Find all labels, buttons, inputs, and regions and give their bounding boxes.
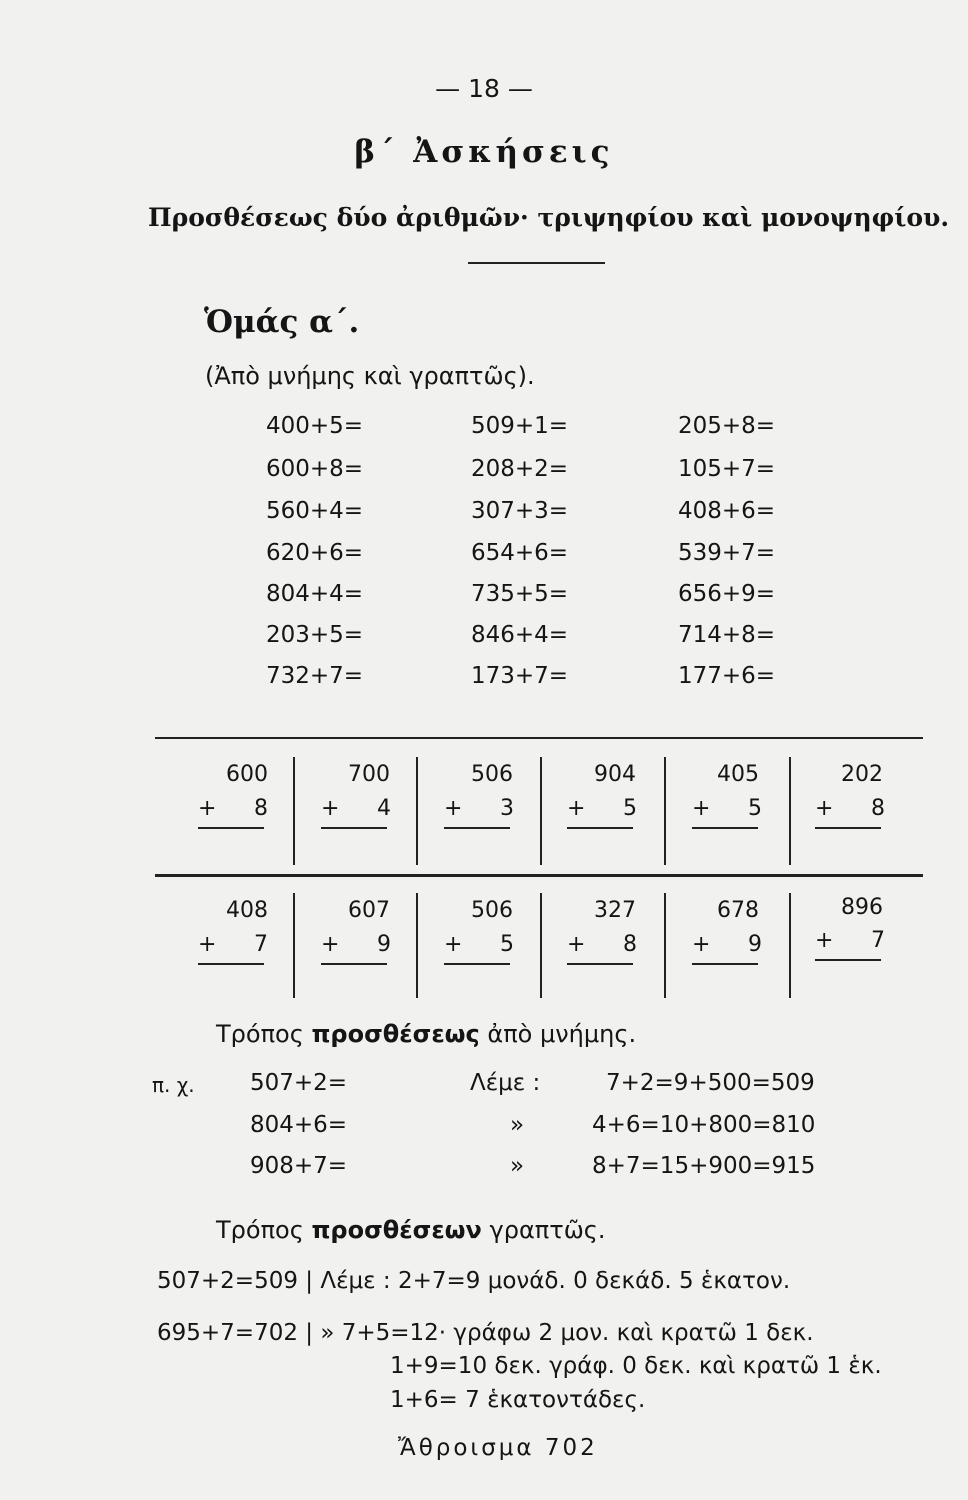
exercise-item: 173+7= (471, 663, 569, 689)
exercise-item: 539+7= (678, 540, 776, 566)
addend-bottom: 4 (377, 796, 391, 821)
addend-bottom-row (692, 796, 762, 821)
written-method-heading (216, 1216, 606, 1244)
addend-bottom: 8 (871, 796, 885, 821)
sum-line (567, 963, 633, 965)
table-rule-middle (155, 874, 923, 877)
addend-top: 405 (717, 762, 759, 787)
exercise-item: 408+6= (678, 498, 776, 524)
addend-top: 506 (471, 762, 513, 787)
addend-bottom-row (567, 796, 637, 821)
exercise-item: 177+6= (678, 663, 776, 689)
plus-sign: + (815, 928, 834, 953)
sum-line (198, 827, 264, 829)
page-number: — 18 — (435, 74, 533, 103)
plus-sign: + (321, 932, 340, 957)
addend-bottom: 8 (623, 932, 637, 957)
addend-bottom: 7 (254, 932, 268, 957)
exercise-item: 509+1= (471, 413, 569, 439)
sum-line (692, 963, 758, 965)
sum-line (198, 963, 264, 965)
plus-sign: + (198, 932, 217, 957)
addend-top: 678 (717, 898, 759, 923)
example-expression: 507+2= (250, 1070, 348, 1096)
memory-method-heading (216, 1020, 636, 1048)
addend-top: 896 (841, 895, 883, 920)
plus-sign: + (815, 796, 834, 821)
plus-sign: + (198, 796, 217, 821)
heading-keyword: προσθέσεως (311, 1020, 480, 1048)
exercise-item: 600+8= (266, 456, 364, 482)
addend-top: 600 (226, 762, 268, 787)
sum-line (321, 963, 387, 965)
sum-line (815, 959, 881, 961)
example-say: Λέμε : (470, 1070, 541, 1096)
addend-bottom-row (692, 932, 762, 957)
heading-keyword: προσθέσεων (311, 1216, 482, 1244)
example-calculation: 7+2=9+500=509 (606, 1070, 815, 1096)
addend-bottom: 9 (748, 932, 762, 957)
title-divider (468, 262, 605, 264)
example-say: » (510, 1112, 525, 1138)
addend-bottom-row (815, 928, 885, 953)
exercise-item: 307+3= (471, 498, 569, 524)
addend-bottom: 5 (623, 796, 637, 821)
exercise-item: 560+4= (266, 498, 364, 524)
table-rule-top (155, 737, 923, 739)
exercise-item: 400+5= (266, 413, 364, 439)
addend-bottom-row (567, 932, 637, 957)
addend-top: 327 (594, 898, 636, 923)
exercise-item: 203+5= (266, 622, 364, 648)
heading-word: γραπτῶς. (489, 1216, 606, 1244)
exercise-item: 105+7= (678, 456, 776, 482)
addend-bottom: 7 (871, 928, 885, 953)
exercise-item: 205+8= (678, 413, 776, 439)
exercise-item: 846+4= (471, 622, 569, 648)
plus-sign: + (692, 932, 711, 957)
subtitle: Προσθέσεως δύο ἀριθμῶν· τριψηφίου καὶ μονοψηφίου. (148, 203, 950, 232)
sum-line (692, 827, 758, 829)
addend-top: 904 (594, 762, 636, 787)
addend-bottom: 9 (377, 932, 391, 957)
exercise-item: 620+6= (266, 540, 364, 566)
addend-bottom-row (815, 796, 885, 821)
written-line: 695+7=702 | » 7+5=12· γράφω 2 μον. καὶ κρατῶ 1 δεκ. (157, 1320, 814, 1346)
heading-word: Τρόπος (216, 1216, 304, 1244)
sum-line (444, 827, 510, 829)
plus-sign: + (567, 796, 586, 821)
example-calculation: 8+7=15+900=915 (592, 1153, 816, 1179)
addend-bottom-row (198, 932, 268, 957)
section-title: β΄ Ἀσκήσεις (354, 134, 614, 170)
sum-line (444, 963, 510, 965)
sum-line (567, 827, 633, 829)
addend-bottom: 8 (254, 796, 268, 821)
addend-bottom: 3 (500, 796, 514, 821)
sum-total: Ἄθροισμα 702 (398, 1435, 598, 1461)
written-line: 1+9=10 δεκ. γράφ. 0 δεκ. καὶ κρατῶ 1 ἑκ. (390, 1353, 882, 1379)
written-line: 507+2=509 | Λέμε : 2+7=9 μονάδ. 0 δεκάδ. 5 ἑκατον. (157, 1268, 791, 1294)
addend-bottom-row (321, 796, 391, 821)
addend-bottom: 5 (748, 796, 762, 821)
plus-sign: + (444, 796, 463, 821)
example-say: » (510, 1153, 525, 1179)
example-calculation: 4+6=10+800=810 (592, 1112, 816, 1138)
exercise-item: 656+9= (678, 581, 776, 607)
plus-sign: + (444, 932, 463, 957)
heading-word: Τρόπος (216, 1020, 304, 1048)
addend-bottom: 5 (500, 932, 514, 957)
exercise-item: 654+6= (471, 540, 569, 566)
addend-bottom-row (444, 796, 514, 821)
plus-sign: + (321, 796, 340, 821)
exercise-item: 208+2= (471, 456, 569, 482)
addend-top: 202 (841, 762, 883, 787)
group-note: (Ἀπὸ μνήμης καὶ γραπτῶς). (205, 362, 535, 390)
plus-sign: + (692, 796, 711, 821)
exercise-item: 714+8= (678, 622, 776, 648)
example-expression: 908+7= (250, 1153, 348, 1179)
addend-top: 607 (348, 898, 390, 923)
heading-word: ἀπὸ μνήμης. (487, 1020, 637, 1048)
exercise-item: 735+5= (471, 581, 569, 607)
plus-sign: + (567, 932, 586, 957)
addend-top: 408 (226, 898, 268, 923)
group-title: Ὁμάς α΄. (204, 304, 360, 340)
example-expression: 804+6= (250, 1112, 348, 1138)
addend-bottom-row (321, 932, 391, 957)
exercise-item: 804+4= (266, 581, 364, 607)
sum-line (815, 827, 881, 829)
example-prefix: π. χ. (152, 1073, 195, 1097)
written-line: 1+6= 7 ἑκατοντάδες. (390, 1387, 646, 1413)
sum-line (321, 827, 387, 829)
addend-top: 506 (471, 898, 513, 923)
addend-bottom-row (198, 796, 268, 821)
addend-bottom-row (444, 932, 514, 957)
addend-top: 700 (348, 762, 390, 787)
exercise-item: 732+7= (266, 663, 364, 689)
